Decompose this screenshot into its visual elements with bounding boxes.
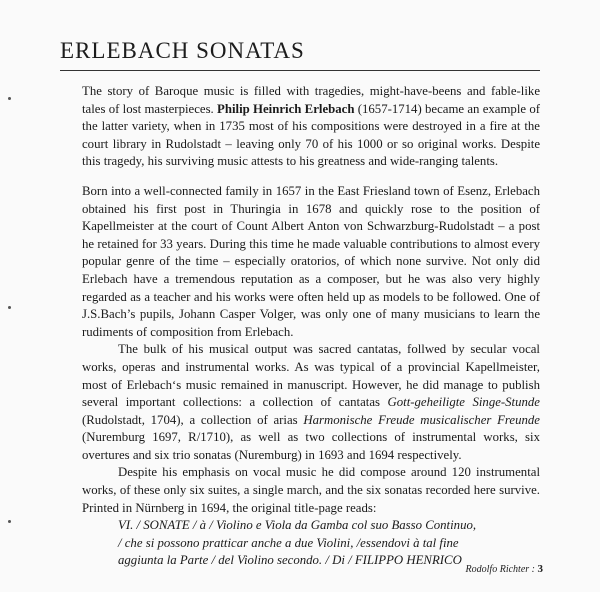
composer-name: Philip Heinrich Erlebach	[217, 101, 355, 116]
page-number: 3	[537, 563, 543, 575]
quote-line: aggiunta la Parte / del Violino secondo. / Di / FILIPPO HENRICO	[118, 553, 462, 568]
footer-separator: :	[529, 564, 538, 575]
margin-dot	[8, 520, 11, 523]
article-body	[82, 83, 540, 570]
margin-dot	[8, 97, 11, 100]
work-title: Gott-geheiligte Singe-Stunde	[387, 395, 540, 410]
page-title: ERLEBACH SONATAS	[60, 38, 305, 63]
paragraph-biography: Born into a well-connected family in 1657 in the East Friesland town of Esenz, Erlebach obtained his first post in Thuringia in 1678 and quickly rose to the position of Kapellmeister at the court of Count Albert Anton von Schwarzburg-Rudolstadt – a post he retained for 33 years. During this time he made valuable contributions to almost every popular genre of the time – especially oratorios, of which none survive. Not only did Erlebach have a tremendous reputation as a composer, but he was also very highly regarded as a teacher and his works were often held up as models to be followed. One of J.S.Bach’s pupils, Johann Casper Volger, was only one of many musicians to learn the rudiments of composition from Erlebach.	[82, 183, 540, 339]
work-title: Harmonische Freude musicalischer Freunde	[303, 412, 540, 427]
margin-dot	[8, 306, 11, 309]
footer-author: Rodolfo Richter	[465, 564, 530, 575]
paragraph-instrumental: Despite his emphasis on vocal music he did compose around 120 instrumental works, of these only six suites, a single march, and the six sonatas recorded here survive. Printed in Nürnberg in 1694, the original title-page reads:	[82, 465, 540, 515]
paragraph-intro: The story of Baroque music is filled with tragedies, might-have-beens and fable-like tales of lost masterpieces. Philip Heinrich Erlebach (1657-1714) became an example of the latter variety, when in 1735 most of his compositions were destroyed in a fire at the court library in Rudolstadt – leaving only 70 of his 1000 or so original works. Despite this tragedy, his surviving music attests to his greatness and wide-ranging talents.	[82, 84, 541, 169]
quote-line: / che si possono pratticar anche a due Violini, /essendovi à tal fine	[118, 535, 459, 550]
title-rule	[60, 70, 540, 71]
page-footer	[466, 563, 543, 575]
quote-line: VI. / SONATE / à / Violino e Viola da Gamba col suo Basso Continuo,	[118, 518, 477, 533]
paragraph-output: The bulk of his musical output was sacred cantatas, follwed by secular vocal works, operas and instrumental works. As was typical of a provincial Kapellmeister, most of Erlebach‘s music remained in manuscript. However, he did manage to publish several important collections: a collection of cantatas Gott-geheiligte Singe-Stunde (Rudolstadt, 1704), a collection of arias Harmonische Freude musicalischer Freunde (Nuremburg 1697, R/1710), as well as two collections of instrumental works, six overtures and six trio sonatas (Nuremburg) in 1693 and 1694 respectively.	[82, 342, 540, 462]
